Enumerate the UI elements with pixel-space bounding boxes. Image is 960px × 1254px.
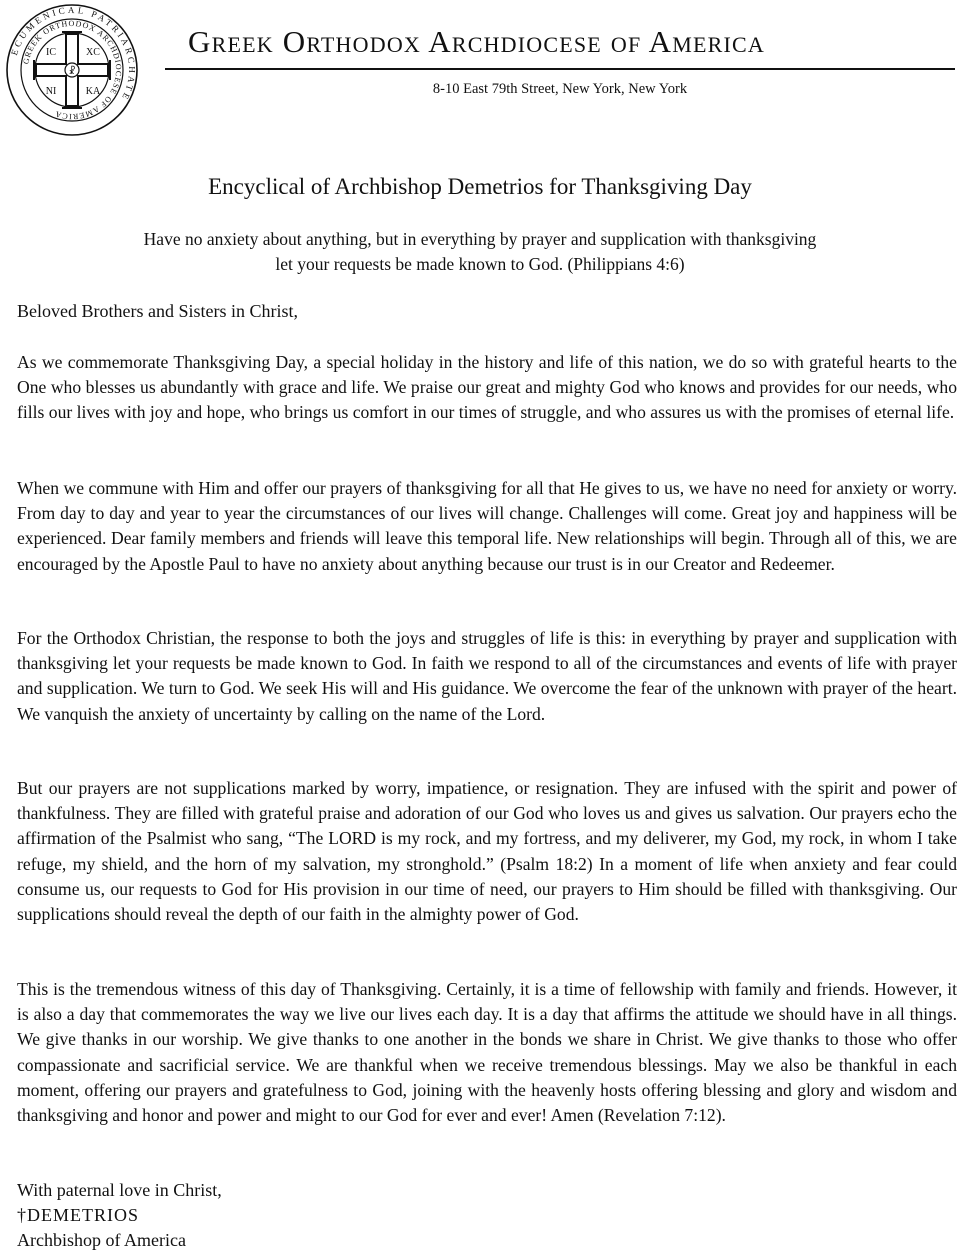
body-paragraph-1: As we commemorate Thanksgiving Day, a special holiday in the history and life of this nation, we do so with grateful hearts to the One who blesses us abundantly with grace and life. We praise our great and mighty God who knows and provides for our needs, who fills our lives with joy and hope, who brings us comfort in our times of struggle, and who assures us with the promises of eternal life. (17, 352, 957, 423)
body-paragraph-3: For the Orthodox Christian, the response to both the joys and struggles of life is this: in everything by prayer and supplication with thanksgiving let your requests be made known to God. In faith we respond to all of the circumstances and events of life with prayer and supplication. We turn to God. We seek His will and His guidance. We overcome the fear of the unknown with prayer of the heart. We vanquish the anxiety of uncertainty by calling on the name of the Lord. (17, 628, 957, 724)
signature-name: †DEMETRIOS (17, 1205, 139, 1225)
seal-quadrant-xc: XC (86, 47, 100, 58)
signature-title: Archbishop of America (17, 1230, 186, 1250)
seal-inner-text: GREEK ORTHODOX ARCHDIOCESE OF AMERICA (21, 18, 124, 122)
epigraph-line-1: Have no anxiety about anything, but in everything by prayer and supplication with thanksgiving (143, 229, 817, 249)
organization-address: 8-10 East 79th Street, New York, New York (432, 81, 688, 97)
closing-block (17, 1178, 222, 1253)
archdiocese-seal-logo (4, 2, 140, 138)
closing-line: With paternal love in Christ, (17, 1180, 222, 1200)
seal-quadrant-ka: KA (85, 86, 101, 97)
header-divider (165, 68, 955, 70)
body-paragraph-4: But our prayers are not supplications marked by worry, impatience, or resignation. They are infused with the spirit and power of thankfulness. They are filled with grateful praise and adoration of our God who loves us and gives us salvation. Our prayers echo the affirmation of the Psalmist who sang, “The LORD is my rock, and my fortress, and my deliverer, my God, my rock, in whom I take refuge, my shield, and the horn of my salvation, my stronghold.” (Psalm 18:2) In a moment of life when anxiety and fear could consume us, our requests to God for His provision in our time of need, our prayers to Him should be filled with thanksgiving. Our supplications should reveal the depth of our faith in the almighty power of God. (17, 778, 957, 925)
epigraph (60, 227, 900, 277)
epigraph-line-2: let your requests be made known to God. (Philippians 4:6) (275, 254, 685, 274)
svg-text:☧: ☧ (68, 66, 76, 76)
body-paragraph-5: This is the tremendous witness of this day of Thanksgiving. Certainly, it is a time of fellowship with family and friends. However, it is also a day that commemorates the way we live our lives each day. It is a day that affirms the attitude we should have in all things. We give thanks in our worship. We give thanks to one another in the bonds we share in Christ. We give thanks to those who offer compassionate and sacrificial service. We are thankful when we receive tremendous blessings. May we also be thankful in each moment, offering our prayers and gratefulness to God, joining with the heavenly hosts offering blessing and glory and wisdom and thanksgiving and honor and power and might to our God for ever and ever! Amen (Revelation 7:12). (17, 979, 957, 1126)
seal-quadrant-ni: NI (45, 86, 57, 97)
document-title: Encyclical of Archbishop Demetrios for Thanksgiving Day (208, 174, 752, 199)
organization-name: Greek Orthodox Archdiocese of America (188, 24, 766, 59)
salutation: Beloved Brothers and Sisters in Christ, (17, 301, 298, 321)
body-paragraph-2: When we commune with Him and offer our prayers of thanksgiving for all that He gives to us, we have no need for anxiety or worry. From day to day and year to year the circumstances of our lives will change. Challenges will come. Great joy and happiness will be experienced. Dear family members and friends will leave this temporal life. New relationships will begin. Through all of this, we are encouraged by the Apostle Paul to have no anxiety about anything because our trust is in our Creator and Redeemer. (17, 478, 957, 574)
seal-quadrant-ic: IC (46, 47, 56, 58)
seal-outer-text: ECUMENICAL PATRIARCHATE (9, 4, 138, 104)
